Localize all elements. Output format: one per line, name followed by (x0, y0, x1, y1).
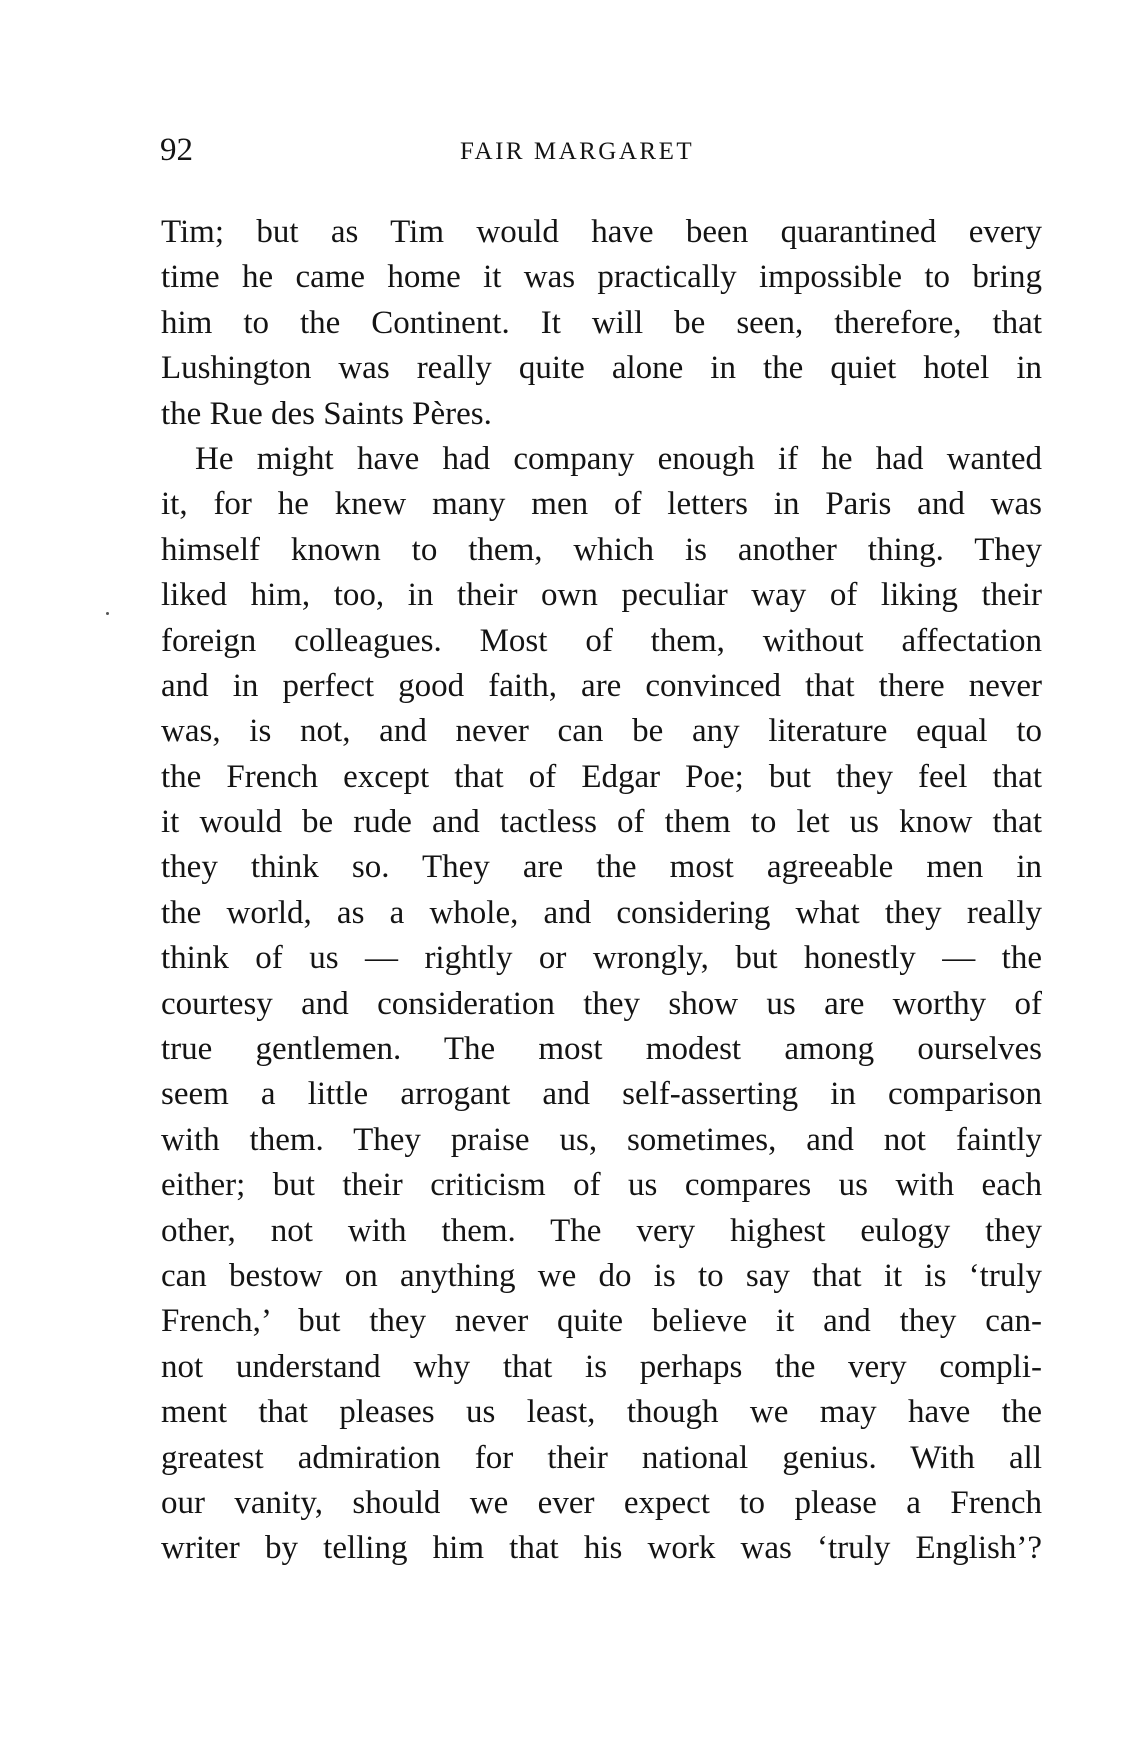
text-line: true gentlemen. The most modest among ourselves (161, 1031, 1042, 1068)
text-line: liked him, too, in their own peculiar way of liking their (161, 577, 1042, 614)
text-line: foreign colleagues. Most of them, without affectation (161, 622, 1042, 659)
paragraph-end-line: the Rue des Saints Pères. (161, 395, 492, 432)
text-line: not understand why that is perhaps the very compli- (161, 1348, 1042, 1385)
text-line: time he came home it was practically impossible to bring (161, 259, 1042, 296)
text-line: Tim; but as Tim would have been quarantined every (161, 214, 1042, 250)
text-line: himself known to them, which is another thing. They (161, 531, 1042, 568)
text-line: the world, as a whole, and considering what they really (161, 894, 1042, 931)
text-line: courtesy and consideration they show us are worthy of (161, 985, 1042, 1022)
text-line: our vanity, should we ever expect to please a French (161, 1484, 1042, 1521)
page-number: 92 (160, 132, 193, 168)
text-line: Lushington was really quite alone in the quiet hotel in (161, 350, 1042, 387)
text-line: him to the Continent. It will be seen, therefore, that (161, 304, 1042, 341)
body-text (161, 210, 1042, 1572)
running-title: FAIR MARGARET (460, 138, 695, 165)
text-line: was, is not, and never can be any literature equal to (161, 713, 1042, 750)
text-line: writer by telling him that his work was ‘truly English’? (161, 1530, 1042, 1567)
text-line: other, not with them. The very highest eulogy they (161, 1212, 1042, 1249)
text-line: the French except that of Edgar Poe; but they feel that (161, 758, 1042, 795)
text-line: it would be rude and tactless of them to let us know that (161, 804, 1042, 841)
text-line: can bestow on anything we do is to say that it is ‘truly (161, 1257, 1042, 1294)
page-header (160, 128, 1040, 172)
text-line: greatest admiration for their national genius. With all (161, 1439, 1042, 1476)
text-line: seem a little arrogant and self-asserting in comparison (161, 1076, 1042, 1113)
text-line: they think so. They are the most agreeable men in (161, 849, 1042, 886)
text-line: think of us — rightly or wrongly, but honestly — the (161, 940, 1042, 977)
text-line: ment that pleases us least, though we may have the (161, 1394, 1042, 1431)
margin-speck (106, 612, 109, 615)
text-line: it, for he knew many men of letters in Paris and was (161, 486, 1042, 523)
text-line: with them. They praise us, sometimes, and not faintly (161, 1121, 1042, 1158)
text-line: French,’ but they never quite believe it and they can- (161, 1303, 1042, 1340)
paragraph-first-line: He might have had company enough if he had wanted (195, 440, 1042, 477)
text-line: either; but their criticism of us compares us with each (161, 1167, 1042, 1204)
text-line: and in perfect good faith, are convinced that there never (161, 667, 1042, 704)
